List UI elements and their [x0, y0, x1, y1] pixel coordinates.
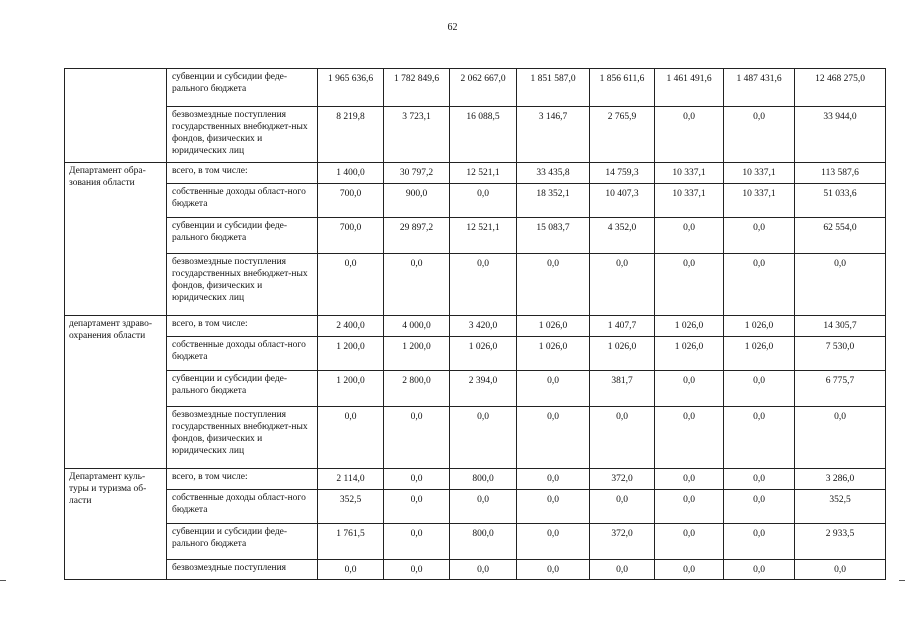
value-cell: 900,0 [384, 184, 450, 218]
value-cell: 381,7 [590, 371, 655, 407]
value-cell: 0,0 [655, 469, 724, 490]
scan-edge-mark [0, 580, 6, 581]
value-cell: 2 394,0 [450, 371, 517, 407]
value-cell: 1 200,0 [384, 337, 450, 371]
value-cell: 1 026,0 [590, 337, 655, 371]
value-cell: 1 026,0 [517, 316, 590, 337]
value-cell: 0,0 [590, 407, 655, 469]
value-cell: 0,0 [450, 407, 517, 469]
value-cell: 15 083,7 [517, 218, 590, 254]
total-value-cell: 352,5 [795, 490, 886, 524]
value-cell: 1 851 587,0 [517, 69, 590, 107]
value-cell: 1 200,0 [318, 337, 384, 371]
value-cell: 0,0 [590, 560, 655, 580]
value-cell: 1 026,0 [517, 337, 590, 371]
value-cell: 1 400,0 [318, 163, 384, 184]
budget-table [64, 68, 886, 580]
value-cell: 3 723,1 [384, 107, 450, 163]
funding-source-cell: всего, в том числе: [167, 316, 318, 337]
value-cell: 0,0 [655, 254, 724, 316]
total-value-cell: 14 305,7 [795, 316, 886, 337]
value-cell: 0,0 [517, 407, 590, 469]
value-cell: 12 521,1 [450, 218, 517, 254]
value-cell: 8 219,8 [318, 107, 384, 163]
value-cell: 0,0 [517, 560, 590, 580]
value-cell: 0,0 [517, 524, 590, 560]
value-cell: 18 352,1 [517, 184, 590, 218]
value-cell: 1 026,0 [655, 337, 724, 371]
value-cell: 0,0 [724, 254, 795, 316]
value-cell: 0,0 [318, 560, 384, 580]
value-cell: 0,0 [655, 560, 724, 580]
value-cell: 10 337,1 [724, 163, 795, 184]
value-cell: 372,0 [590, 469, 655, 490]
value-cell: 0,0 [655, 218, 724, 254]
value-cell: 4 000,0 [384, 316, 450, 337]
value-cell: 800,0 [450, 469, 517, 490]
value-cell: 1 026,0 [724, 337, 795, 371]
value-cell: 1 761,5 [318, 524, 384, 560]
funding-source-cell: собственные доходы област-ного бюджета [167, 490, 318, 524]
table-row [65, 469, 886, 490]
total-value-cell: 6 775,7 [795, 371, 886, 407]
value-cell: 0,0 [517, 371, 590, 407]
value-cell: 0,0 [655, 490, 724, 524]
table-row [65, 218, 886, 254]
total-value-cell: 62 554,0 [795, 218, 886, 254]
value-cell: 10 337,1 [655, 163, 724, 184]
funding-source-cell: безвозмездные поступления государственных внебюджет-ных фондов, физических и юридических лиц [167, 254, 318, 316]
funding-source-cell: безвозмездные поступления государственных внебюджет-ных фондов, физических и юридических лиц [167, 107, 318, 163]
value-cell: 0,0 [318, 407, 384, 469]
value-cell: 0,0 [590, 490, 655, 524]
table-row [65, 316, 886, 337]
table-row [65, 337, 886, 371]
table-row [65, 254, 886, 316]
value-cell: 1 026,0 [724, 316, 795, 337]
value-cell: 0,0 [517, 254, 590, 316]
value-cell: 1 407,7 [590, 316, 655, 337]
table-row [65, 524, 886, 560]
value-cell: 0,0 [655, 371, 724, 407]
total-value-cell: 51 033,6 [795, 184, 886, 218]
funding-source-cell: субвенции и субсидии феде-ральнoго бюджета [167, 69, 318, 107]
value-cell: 800,0 [450, 524, 517, 560]
department-cell: Департамент обра-зования области [65, 163, 167, 316]
value-cell: 0,0 [724, 469, 795, 490]
value-cell: 0,0 [724, 490, 795, 524]
value-cell: 0,0 [590, 254, 655, 316]
value-cell: 1 965 636,6 [318, 69, 384, 107]
value-cell: 0,0 [724, 524, 795, 560]
value-cell: 0,0 [655, 407, 724, 469]
value-cell: 1 200,0 [318, 371, 384, 407]
funding-source-cell: субвенции и субсидии феде-рального бюджета [167, 524, 318, 560]
value-cell: 0,0 [384, 469, 450, 490]
funding-source-cell: всего, в том числе: [167, 469, 318, 490]
total-value-cell: 2 933,5 [795, 524, 886, 560]
value-cell: 0,0 [450, 184, 517, 218]
value-cell: 0,0 [724, 371, 795, 407]
total-value-cell: 0,0 [795, 407, 886, 469]
value-cell: 700,0 [318, 218, 384, 254]
funding-source-cell: собственные доходы област-ного бюджета [167, 184, 318, 218]
table-row [65, 407, 886, 469]
scan-edge-mark [899, 580, 905, 581]
total-value-cell: 0,0 [795, 560, 886, 580]
table-row [65, 490, 886, 524]
value-cell: 0,0 [724, 407, 795, 469]
page-number: 62 [447, 22, 458, 33]
table-row [65, 184, 886, 218]
total-value-cell: 113 587,6 [795, 163, 886, 184]
funding-source-cell: субвенции и субсидии феде-рального бюджета [167, 371, 318, 407]
value-cell: 10 337,1 [724, 184, 795, 218]
value-cell: 372,0 [590, 524, 655, 560]
table-row [65, 163, 886, 184]
funding-source-cell: всего, в том числе: [167, 163, 318, 184]
value-cell: 10 407,3 [590, 184, 655, 218]
department-cell: департамент здраво-охранения области [65, 316, 167, 469]
value-cell: 0,0 [450, 560, 517, 580]
value-cell: 33 435,8 [517, 163, 590, 184]
value-cell: 0,0 [384, 490, 450, 524]
table-row [65, 371, 886, 407]
value-cell: 0,0 [724, 218, 795, 254]
value-cell: 700,0 [318, 184, 384, 218]
value-cell: 14 759,3 [590, 163, 655, 184]
value-cell: 0,0 [517, 490, 590, 524]
value-cell: 0,0 [724, 560, 795, 580]
department-cell: Департамент куль-туры и туризма об-ласти [65, 469, 167, 580]
value-cell: 0,0 [655, 107, 724, 163]
funding-source-cell: безвозмездные поступления [167, 560, 318, 580]
value-cell: 0,0 [384, 407, 450, 469]
value-cell: 0,0 [517, 469, 590, 490]
value-cell: 3 146,7 [517, 107, 590, 163]
table-row [65, 69, 886, 107]
funding-source-cell: субвенции и субсидии феде-рального бюджета [167, 218, 318, 254]
value-cell: 10 337,1 [655, 184, 724, 218]
value-cell: 3 420,0 [450, 316, 517, 337]
value-cell: 2 400,0 [318, 316, 384, 337]
value-cell: 0,0 [450, 490, 517, 524]
table-row [65, 560, 886, 580]
value-cell: 0,0 [655, 524, 724, 560]
value-cell: 2 765,9 [590, 107, 655, 163]
value-cell: 1 026,0 [655, 316, 724, 337]
value-cell: 1 461 491,6 [655, 69, 724, 107]
value-cell: 2 062 667,0 [450, 69, 517, 107]
value-cell: 1 782 849,6 [384, 69, 450, 107]
table-row [65, 107, 886, 163]
total-value-cell: 0,0 [795, 254, 886, 316]
value-cell: 0,0 [384, 254, 450, 316]
value-cell: 0,0 [384, 524, 450, 560]
funding-source-cell: безвозмездные поступления государственных внебюджет-ных фондов, физических и юридических лиц [167, 407, 318, 469]
value-cell: 16 088,5 [450, 107, 517, 163]
value-cell: 1 487 431,6 [724, 69, 795, 107]
value-cell: 2 114,0 [318, 469, 384, 490]
value-cell: 0,0 [384, 560, 450, 580]
value-cell: 0,0 [450, 254, 517, 316]
value-cell: 29 897,2 [384, 218, 450, 254]
department-cell [65, 69, 167, 163]
total-value-cell: 33 944,0 [795, 107, 886, 163]
total-value-cell: 7 530,0 [795, 337, 886, 371]
value-cell: 1 026,0 [450, 337, 517, 371]
value-cell: 0,0 [724, 107, 795, 163]
total-value-cell: 3 286,0 [795, 469, 886, 490]
value-cell: 4 352,0 [590, 218, 655, 254]
funding-source-cell: собственные доходы област-ного бюджета [167, 337, 318, 371]
value-cell: 1 856 611,6 [590, 69, 655, 107]
value-cell: 0,0 [318, 254, 384, 316]
value-cell: 30 797,2 [384, 163, 450, 184]
value-cell: 12 521,1 [450, 163, 517, 184]
value-cell: 352,5 [318, 490, 384, 524]
value-cell: 2 800,0 [384, 371, 450, 407]
total-value-cell: 12 468 275,0 [795, 69, 886, 107]
